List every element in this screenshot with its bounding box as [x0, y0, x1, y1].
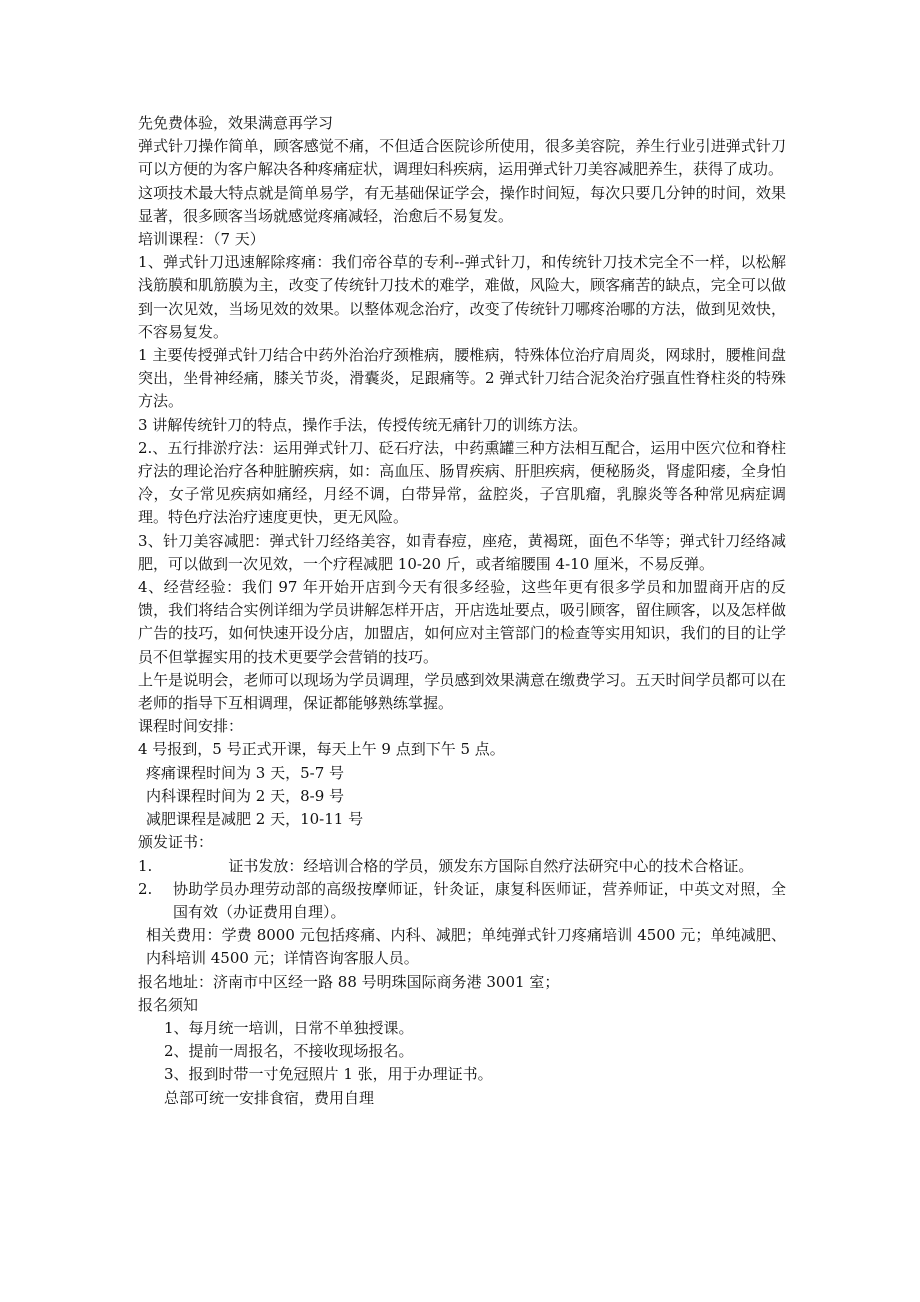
- schedule-item-internal: 内科课程时间为 2 天，8-9 号: [146, 786, 345, 805]
- cert-item-1: [138, 855, 786, 878]
- notice-item-1: 1、每月统一培训，日常不单独授课。: [164, 1018, 414, 1037]
- course-item-morning-session: 上午是说明会，老师可以现场为学员调理，学员感到效果满意在缴费学习。五天时间学员都可以在老师的指导下互相调理，保证都能够熟练掌握。: [138, 670, 786, 713]
- course-item-five-elements: 2.、五行排淤疗法：运用弹式针刀、砭石疗法，中药熏罐三种方法相互配合，运用中医穴位和脊柱疗法的理论治疗各种脏腑疾病，如：高血压、肠胃疾病、肝胆疾病，便秘肠炎，肾虚阳痿，全身怕冷，女子常见疾病如痛经，月经不调，白带异常，盆腔炎，子宫肌瘤，乳腺炎等各种常见病症调理。特色疗法治疗速度更快，更无风险。: [138, 438, 786, 527]
- notice-item-3: 3、报到时带一寸免冠照片 1 张，用于办理证书。: [164, 1065, 493, 1084]
- course-item-business-experience: 4、经营经验：我们 97 年开始开店到今天有很多经验，这些年更有很多学员和加盟商开店的反馈，我们将结合实例详细为学员讲解怎样开店，开店选址要点，吸引顾客，留住顾客，以及怎样做广告的技巧，如何快速开设分店，加盟店，如何应对主管部门的检查等实用知识，我们的目的让学员不但掌握实用的技术更要学会营销的技巧。: [138, 578, 786, 666]
- course-heading: 培训课程：（7 天）: [138, 230, 265, 249]
- cert-item-1-text: 证书发放：经培训合格的学员，颁发东方国际自然疗法研究中心的技术合格证。: [228, 856, 754, 875]
- cert-item-2: [138, 878, 786, 924]
- course-item-main-teaching: 1 主要传授弹式针刀结合中药外治治疗颈椎病，腰椎病，特殊体位治疗肩周炎，网球肘，腰椎间盘突出，坐骨神经痛，膝关节炎，滑囊炎，足跟痛等。2 弹式针刀结合泥灸治疗强直性脊柱炎的特殊方法。: [138, 346, 786, 411]
- schedule-item-pain: 疼痛课程时间为 3 天，5-7 号: [146, 763, 345, 782]
- notice-heading: 报名须知: [138, 995, 199, 1014]
- cert-item-1-number: 1.: [138, 856, 153, 875]
- headline: 先免费体验，效果满意再学习: [138, 114, 334, 132]
- intro-paragraph-2: 这项技术最大特点就是简单易学，有无基础保证学会，操作时间短，每次只要几分钟的时间，效果显著，很多顾客当场就感觉疼痛减轻，治愈后不易复发。: [138, 183, 786, 225]
- course-item-traditional-needle: 3 讲解传统针刀的特点，操作手法，传授传统无痛针刀的训练方法。: [138, 415, 588, 434]
- course-item-beauty-slimming: 3、针刀美容减肥：弹式针刀经络美容，如青春痘，座疮，黄褐斑，面色不华等；弹式针刀经络减肥，可以做到一次见效，一个疗程减肥 10-20 斤，或者缩腰围 4-10 厘米，不易反弹。: [138, 531, 786, 573]
- cert-item-2-text: 协助学员办理劳动部的高级按摩师证，针灸证，康复科医师证，营养师证，中英文对照，全国有效（办证费用自理）。: [172, 879, 786, 921]
- fee-line: 相关费用：学费 8000 元包括疼痛、内科、减肥；单纯弹式针刀疼痛培训 4500 元；单纯减肥、内科培训 4500 元；详情咨询客服人员。: [146, 926, 786, 968]
- schedule-item-registration: 4 号报到，5 号正式开课，每天上午 9 点到下午 5 点。: [138, 740, 505, 759]
- schedule-item-slimming: 减肥课程是减肥 2 天，10-11 号: [146, 810, 364, 829]
- address-line: 报名地址：济南市中区经一路 88 号明珠国际商务港 3001 室；: [138, 972, 560, 991]
- notice-item-4: 总部可统一安排食宿，费用自理: [164, 1088, 375, 1107]
- course-item-pain-relief: 1、弹式针刀迅速解除疼痛：我们帝谷草的专利--弹式针刀，和传统针刀技术完全不一样，以松解浅筋膜和肌筋膜为主，改变了传统针刀技术的难学，难做，风险大，顾客痛苦的缺点，完全可以做到一次见效，当场见效的效果。以整体观念治疗，改变了传统针刀哪疼治哪的方法，做到见效快，不容易复发。: [138, 253, 786, 341]
- intro-paragraph-1: 弹式针刀操作简单，顾客感觉不痛，不但适合医院诊所使用，很多美容院，养生行业引进弹式针刀可以方便的为客户解决各种疼痛症状，调理妇科疾病，运用弹式针刀美容减肥养生，获得了成功。: [138, 137, 786, 179]
- cert-heading: 颁发证书：: [138, 833, 214, 852]
- document-body: [138, 112, 786, 1110]
- schedule-heading: 课程时间安排：: [138, 717, 244, 736]
- notice-item-2: 2、提前一周报名，不接收现场报名。: [164, 1042, 414, 1061]
- cert-item-2-number: 2.: [138, 879, 153, 898]
